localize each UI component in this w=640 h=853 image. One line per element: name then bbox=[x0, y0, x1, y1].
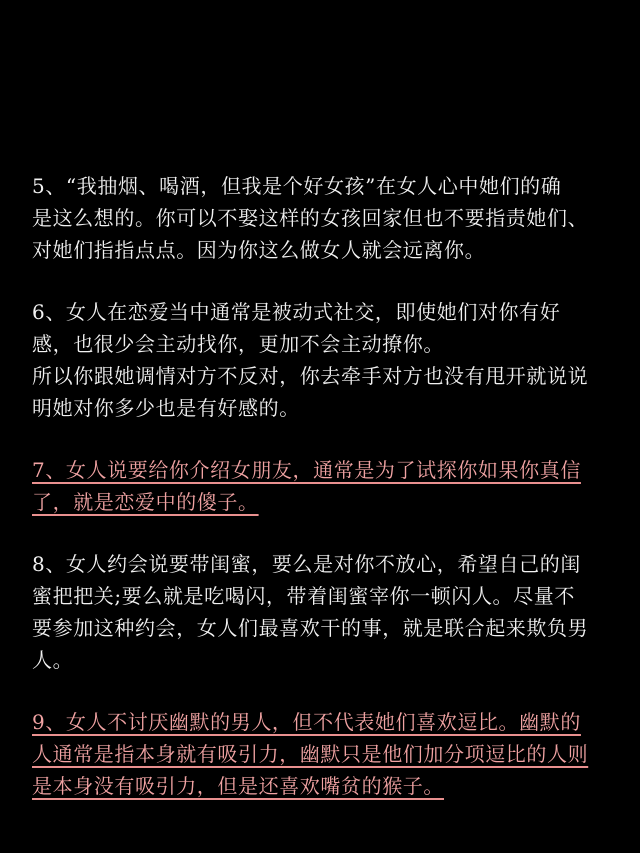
highlighted-text-line: 7、女人说要给你介绍女朋友，通常是为了试探你如果你真信 bbox=[32, 458, 581, 482]
text-line: 所以你跟她调情对方不反对，你去牵手对方也没有甩开就说说 bbox=[32, 364, 589, 388]
text-line: 人。 bbox=[32, 648, 74, 672]
text-line: 感，也很少会主动找你，更加不会主动撩你。 bbox=[32, 332, 444, 356]
paragraph-7-highlighted bbox=[32, 454, 612, 518]
text-line: 蜜把把关;要么就是吃喝闪，带着闺蜜宰你一顿闪人。尽量不 bbox=[32, 584, 575, 608]
text-line: 5、“我抽烟、喝酒，但我是个好女孩”在女人心中她们的确 bbox=[32, 174, 562, 198]
highlighted-text-line: 人通常是指本身就有吸引力，幽默只是他们加分项逗比的人则 bbox=[32, 742, 589, 766]
text-line: 是这么想的。你可以不娶这样的女孩回家但也不要指责她们、 bbox=[32, 206, 589, 230]
article-body bbox=[32, 170, 612, 838]
highlighted-text-line: 了，就是恋爱中的傻子。 bbox=[32, 490, 259, 514]
paragraph-5 bbox=[32, 170, 612, 266]
highlighted-text-line: 是本身没有吸引力，但是还喜欢嘴贫的猴子。 bbox=[32, 774, 444, 798]
text-line: 要参加这种约会，女人们最喜欢干的事，就是联合起来欺负男 bbox=[32, 616, 589, 640]
paragraph-8 bbox=[32, 548, 612, 676]
paragraph-6 bbox=[32, 296, 612, 424]
text-line: 明她对你多少也是有好感的。 bbox=[32, 396, 300, 420]
text-line: 6、女人在恋爱当中通常是被动式社交，即使她们对你有好 bbox=[32, 300, 561, 324]
text-line: 对她们指指点点。因为你这么做女人就会远离你。 bbox=[32, 238, 486, 262]
paragraph-9-highlighted bbox=[32, 706, 612, 802]
text-line: 8、女人约会说要带闺蜜，要么是对你不放心，希望自己的闺 bbox=[32, 552, 581, 576]
highlighted-text-line: 9、女人不讨厌幽默的男人，但不代表她们喜欢逗比。幽默的 bbox=[32, 710, 581, 734]
